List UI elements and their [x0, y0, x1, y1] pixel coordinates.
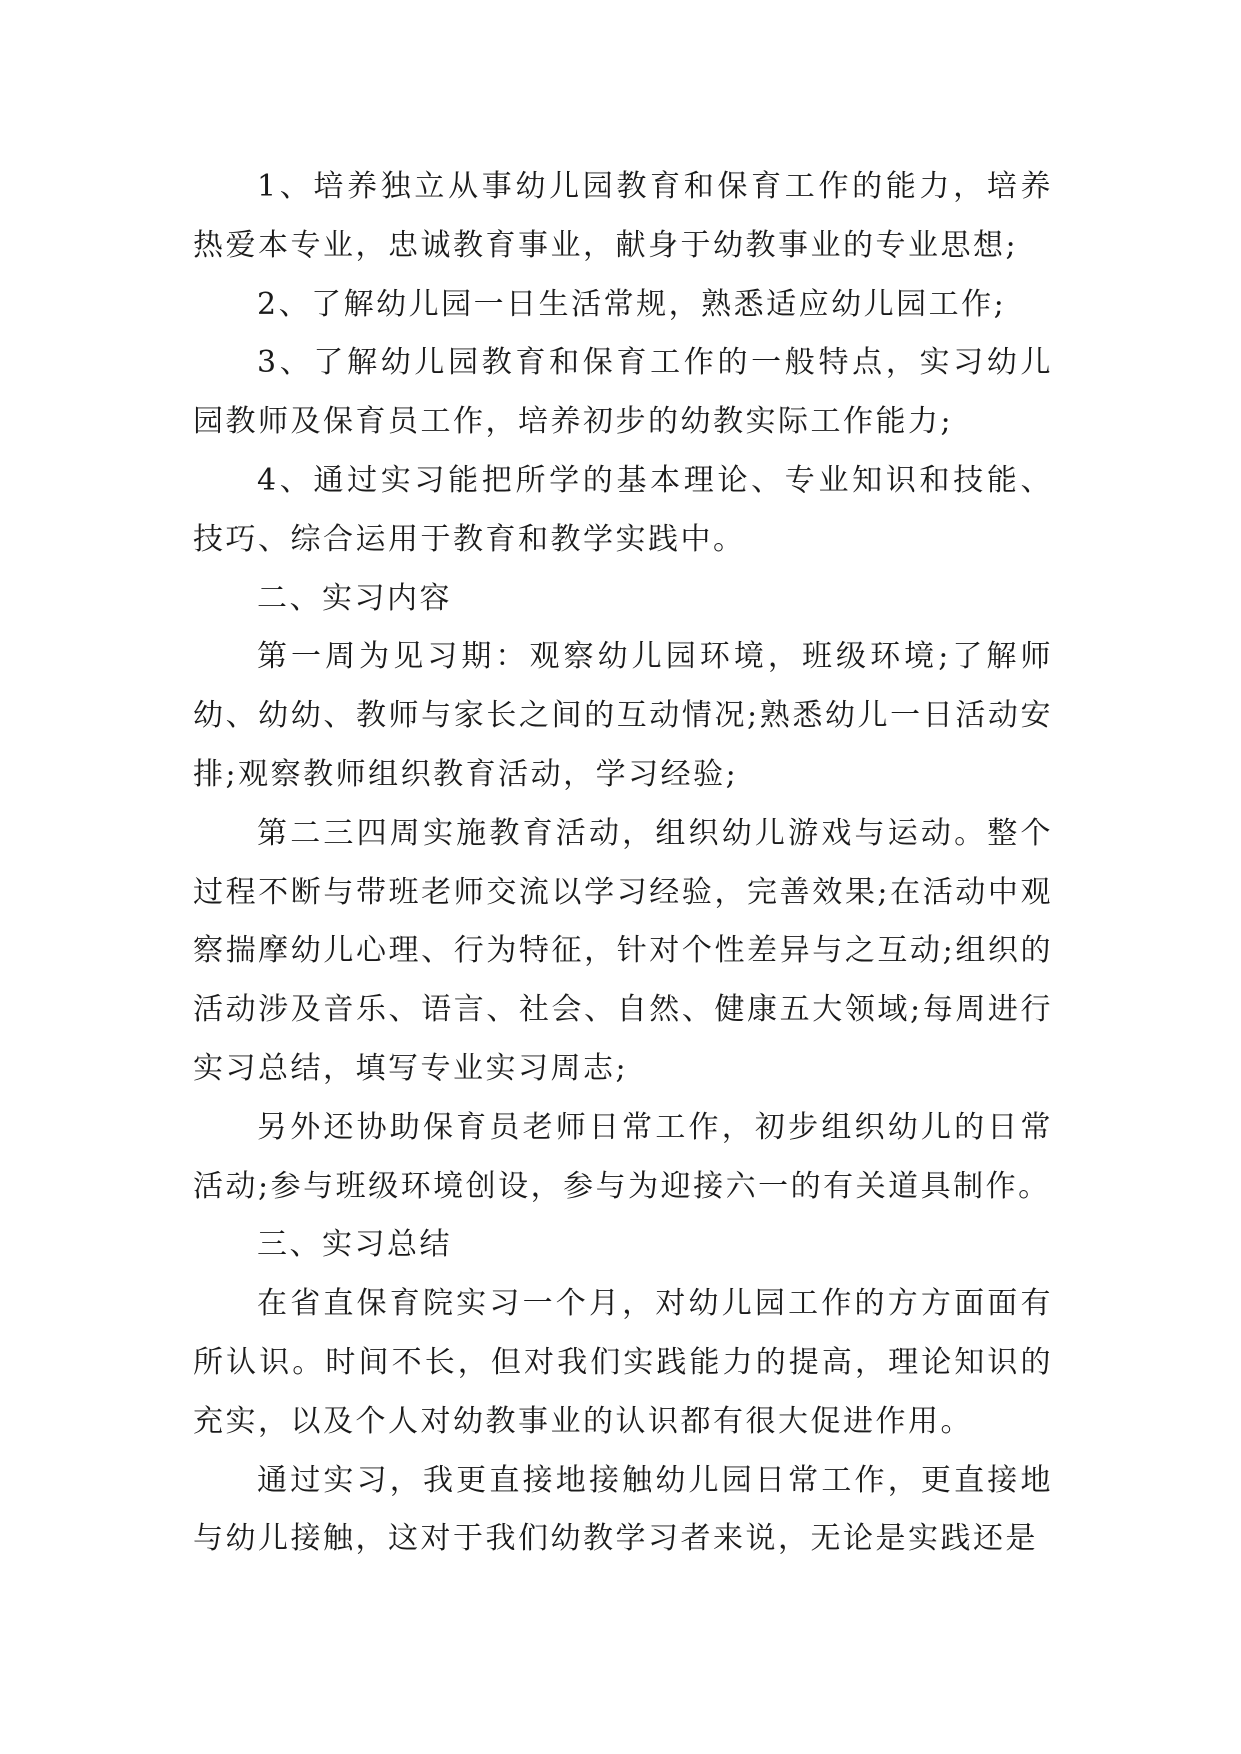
- paragraph-goal-1: 1、培养独立从事幼儿园教育和保育工作的能力，培养热爱本专业，忠诚教育事业，献身于幼教事业的专业思想;: [193, 169, 1053, 263]
- paragraph-goal-2: 2、了解幼儿园一日生活常规，熟悉适应幼儿园工作;: [257, 286, 1007, 322]
- document-body: [193, 158, 1053, 1569]
- paragraph-week-one: 第一周为见习期：观察幼儿园环境，班级环境;了解师幼、幼幼、教师与家长之间的互动情况;熟悉幼儿一日活动安排;观察教师组织教育活动，学习经验;: [193, 639, 1053, 792]
- paragraph-additional-work: 另外还协助保育员老师日常工作，初步组织幼儿的日常活动;参与班级环境创设，参与为迎接六一的有关道具制作。: [193, 1109, 1053, 1204]
- paragraph-weeks-two-to-four: 第二三四周实施教育活动，组织幼儿游戏与运动。整个过程不断与带班老师交流以学习经验，完善效果;在活动中观察揣摩幼儿心理、行为特征，针对个性差异与之互动;组织的活动涉及音乐、语言、社会、自然、健康五大领域;每周进行实习总结，填写专业实习周志;: [193, 815, 1053, 1086]
- paragraph-summary-1: 在省直保育院实习一个月，对幼儿园工作的方方面面有所认识。时间不长，但对我们实践能力的提高，理论知识的充实，以及个人对幼教事业的认识都有很大促进作用。: [193, 1286, 1053, 1439]
- section-heading-summary: 三、实习总结: [257, 1227, 452, 1263]
- section-heading-content: 二、实习内容: [257, 580, 452, 616]
- paragraph-goal-3: 3、了解幼儿园教育和保育工作的一般特点，实习幼儿园教师及保育员工作，培养初步的幼教实际工作能力;: [193, 345, 1053, 440]
- paragraph-summary-2: 通过实习，我更直接地接触幼儿园日常工作，更直接地与幼儿接触，这对于我们幼教学习者来说，无论是实践还是: [193, 1462, 1053, 1557]
- paragraph-goal-4: 4、通过实习能把所学的基本理论、专业知识和技能、技巧、综合运用于教育和教学实践中。: [193, 462, 1053, 557]
